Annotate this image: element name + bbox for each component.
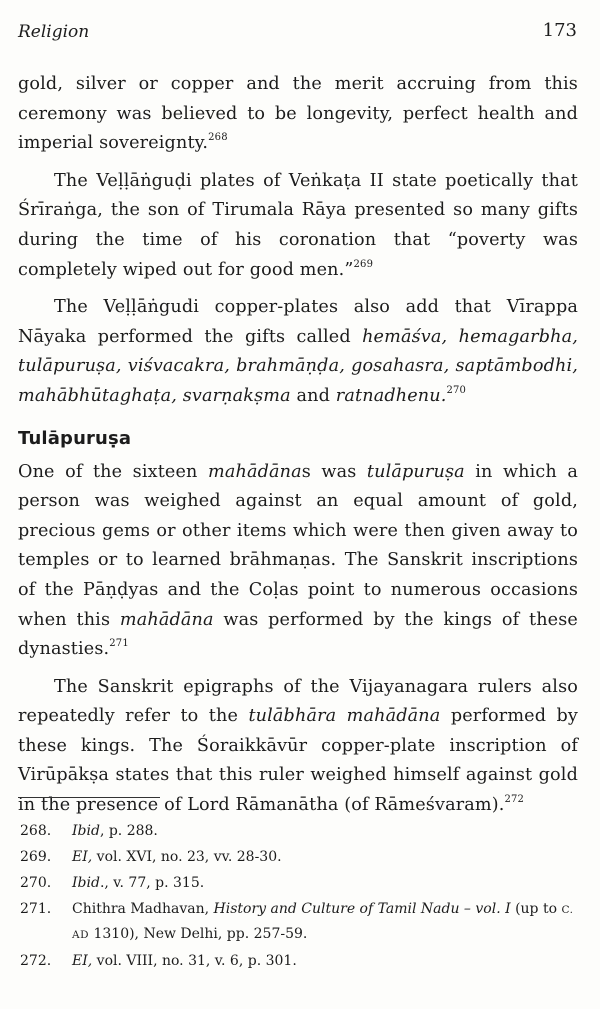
text-run: Chithra Madhavan, bbox=[72, 901, 214, 917]
footnote-ref: 268 bbox=[208, 132, 228, 144]
small-caps-text: C. AD bbox=[72, 904, 574, 941]
paragraph bbox=[18, 458, 578, 665]
footnote-ref: 270 bbox=[446, 384, 467, 396]
text-run: One of the sixteen bbox=[18, 461, 208, 482]
italic-term: tulābhāra mahādāna bbox=[248, 706, 441, 727]
italic-term: EI, bbox=[72, 952, 93, 969]
paragraph bbox=[18, 70, 578, 159]
footnote-ref: 272 bbox=[504, 794, 525, 806]
text-run: The Sanskrit epigraphs of the Vijayanagara rulers also repeatedly refer to the bbox=[18, 676, 578, 727]
footnote-number: 272. bbox=[20, 952, 52, 969]
text-run: performed by these kings. The Śoraikkāvūr copper-plate inscription of Virūpākṣa states that this ruler weighed himself against gold in the presence of Lord Rāmanātha (of Rāmeśvaram). bbox=[18, 706, 578, 816]
text-run: The Veḷḷāṅgudi copper-plates also add that Vīrappa Nāyaka performed the gifts called bbox=[18, 297, 578, 347]
paragraph bbox=[18, 673, 578, 821]
footnote-text bbox=[72, 872, 580, 896]
footnote-number: 269. bbox=[20, 849, 52, 865]
text-run: was performed by the kings of these dynasties. bbox=[18, 609, 578, 660]
footnote-text bbox=[72, 898, 580, 947]
text-run: The Veḷḷāṅguḍi plates of Veṅkaṭa II state poetically that Śrīraṅga, the son of Tirumala Rāya presented so many gifts during the time of his coronation that “poverty was completely wiped out for good men.” bbox=[18, 170, 578, 280]
italic-term: Ibid bbox=[72, 823, 100, 839]
book-page bbox=[18, 0, 580, 1009]
footnote-ref: 271 bbox=[109, 638, 129, 650]
text-run: ., v. 77, p. 315. bbox=[99, 875, 205, 891]
footnote-text bbox=[72, 846, 580, 870]
section-heading: Tulāpuruṣa bbox=[18, 427, 132, 449]
footnote-divider bbox=[18, 797, 160, 798]
italic-term: tulāpuruṣa bbox=[366, 461, 465, 482]
text-run: , p. 288. bbox=[99, 823, 158, 839]
footnote bbox=[18, 820, 580, 844]
footnote bbox=[18, 950, 580, 974]
footnote bbox=[18, 898, 580, 947]
page-header bbox=[18, 22, 580, 48]
italic-term: ratnadhenu. bbox=[335, 385, 447, 406]
footnote-number: 270. bbox=[20, 875, 52, 891]
text-run: in which a person was weighed against an equal amount of gold, precious gems or other items which were then given away to temples or to learned brāhmaṇas. The Sanskrit inscriptions of the Pāṇḍyas and the Coḷas point to numerous occasions when this bbox=[18, 461, 578, 630]
text-run: vol. VIII, no. 31, v. 6, p. 301. bbox=[92, 952, 297, 969]
paragraph bbox=[18, 167, 578, 285]
main-text bbox=[18, 70, 578, 829]
footnote bbox=[18, 846, 580, 870]
italic-term: EI, bbox=[72, 849, 93, 865]
text-run: 1310), New Delhi, pp. 257-59. bbox=[89, 925, 308, 942]
text-run: (up to bbox=[510, 901, 562, 917]
page-number: 173 bbox=[542, 20, 577, 41]
footnote-ref: 269 bbox=[353, 258, 374, 270]
italic-term: Ibid bbox=[72, 875, 100, 891]
footnote-text bbox=[72, 820, 580, 844]
paragraph bbox=[18, 293, 578, 411]
running-head: Religion bbox=[18, 22, 90, 42]
italic-term: History and Culture of Tamil Nadu – vol. I bbox=[213, 901, 511, 917]
italic-term: mahādāna bbox=[207, 461, 302, 482]
italic-term: mahādāna bbox=[119, 609, 214, 630]
footnote-number: 271. bbox=[20, 901, 52, 917]
text-run: vol. XVI, no. 23, vv. 28-30. bbox=[92, 849, 282, 865]
text-run: gold, silver or copper and the merit accruing from this ceremony was believed to be longevity, perfect health and imperial sovereignty. bbox=[18, 74, 578, 154]
italic-term: hemāśva, hemagarbha, tulāpuruṣa, viśvacakra, brahmāṇḍa, gosahasra, saptāmbodhi, mahābhūtaghaṭa, svarṇakṣma bbox=[18, 326, 578, 406]
footnote bbox=[18, 872, 580, 896]
footnote-text bbox=[72, 950, 580, 974]
footnotes bbox=[18, 820, 580, 976]
text-run: s was bbox=[301, 461, 367, 482]
text-run: and bbox=[290, 385, 336, 406]
footnote-number: 268. bbox=[20, 823, 52, 839]
